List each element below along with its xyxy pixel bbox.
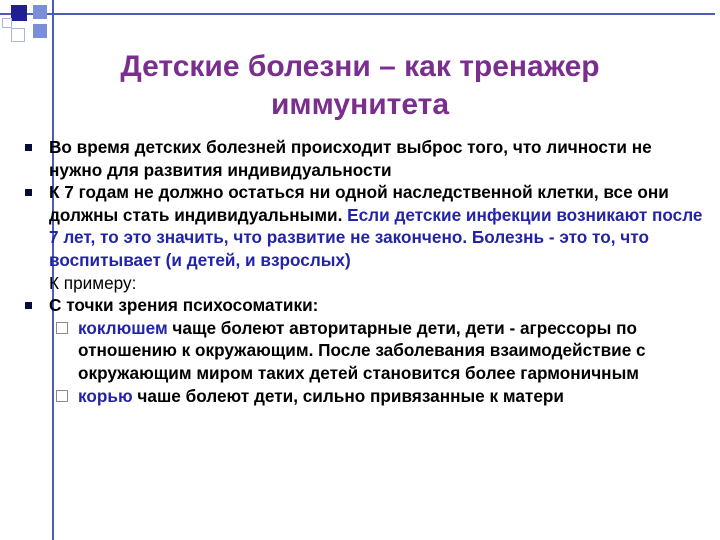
square-bullet-icon xyxy=(25,302,32,309)
horizontal-rule xyxy=(0,13,715,15)
item-text: К 7 годам не должно остаться ни одной наследственной клетки, все они должны стать индивидуальными. xyxy=(49,182,669,225)
sub-item-text: чаше болеют дети, сильно привязанные к матери xyxy=(132,385,564,406)
square-bullet-icon xyxy=(25,189,32,196)
sub-item-highlight: коклюшем xyxy=(78,317,168,338)
deco-square xyxy=(33,5,47,19)
deco-square xyxy=(33,24,47,38)
deco-square xyxy=(2,18,12,28)
checkbox-bullet-icon xyxy=(56,322,68,334)
sub-item-highlight: корью xyxy=(78,385,133,406)
item-text: С точки зрения психосоматики: xyxy=(49,295,319,316)
deco-square xyxy=(11,28,25,42)
slide-body xyxy=(25,136,705,407)
checkbox-bullet-icon xyxy=(56,390,68,402)
deco-square xyxy=(11,5,27,21)
item-text: Во время детских болезней происходит выброс того, что личности не нужно для развития индивидуальности xyxy=(49,137,652,180)
list-item xyxy=(25,294,705,317)
sub-item-text: чаще болеют авторитарные дети, дети - агрессоры по отношению к окружающим. После заболевания взаимодействие с окружающим миром таких детей становится более гармоничным xyxy=(78,317,646,383)
square-bullet-icon xyxy=(25,144,32,151)
sub-list-item xyxy=(25,317,705,385)
item-note: К примеру: xyxy=(49,272,137,293)
slide-title: Детские болезни – как тренажер иммунитета xyxy=(120,50,600,121)
sub-list-item xyxy=(25,385,705,408)
item-text-highlight: Если детские инфекции возникают после 7 лет, то это значить, что развитие не закончено. Болезнь - это то, что воспитывает (и детей, и взрослых) xyxy=(49,204,703,270)
list-item xyxy=(25,136,705,181)
list-item xyxy=(25,181,705,294)
